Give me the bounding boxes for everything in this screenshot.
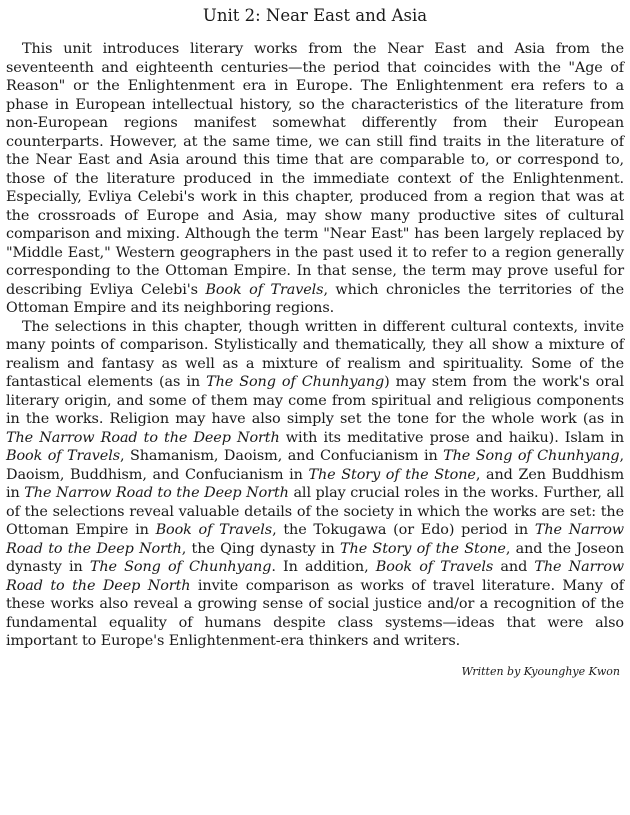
italic-title: The Narrow Road to the Deep North [6, 429, 280, 446]
paragraph-text: all play crucial roles in the works. Further, all of the selections reveal valuable details of the society in which the works are set: the Ottoman Empire in [6, 485, 624, 538]
paragraph-text: , Daoism, Buddhism, and Confucianism in [6, 448, 624, 483]
paragraph [6, 318, 624, 651]
paragraph-text: , the Tokugawa (or Edo) period in [272, 522, 535, 538]
italic-title: The Narrow Road to the Deep North [6, 522, 625, 557]
paragraph-text: with its meditative prose and haiku). Islam in [279, 429, 624, 446]
paragraph-text: , and the Joseon dynasty in [6, 540, 624, 575]
paragraph-text: , and Zen Buddhism in [6, 466, 624, 501]
italic-title: The Story of the Stone [340, 540, 506, 557]
paragraph-text: , Shamanism, Daoism, and Confucianism in [120, 448, 444, 464]
italic-title: The Song of Chunhyang [89, 559, 272, 575]
paragraph-text: The selections in this chapter, though written in different cultural contexts, invite many points of comparison. Stylistically and thematically, they all show a mixture of realism and fantasy as well as a mixture of realism and spirituality. Some of the fantastical elements (as in [6, 318, 624, 390]
paragraph-text: , the Qing dynasty in [181, 540, 341, 557]
italic-title: Book of Travels [375, 559, 494, 575]
italic-title: The Narrow Road to the Deep North [6, 559, 624, 594]
body-text [6, 40, 624, 651]
italic-title: The Story of the Stone [308, 466, 476, 483]
paragraph [6, 40, 624, 318]
italic-title: Book of Travels [155, 522, 273, 538]
italic-title: Book of Travels [205, 281, 324, 298]
page-title: Unit 2: Near East and Asia [202, 6, 428, 25]
italic-title: Book of Travels [6, 448, 121, 464]
author-credit: Written by Kyounghye Kwon [461, 664, 620, 678]
paragraph-text: . In addition, [271, 559, 376, 575]
italic-title: The Narrow Road to the Deep North [24, 485, 289, 501]
paragraph-text: invite comparison as works of travel literature. Many of these works also reveal a growing sense of social justice and/or a recognition of the fundamental equality of humans despite class systems—ideas that were also important to Europe's Enlightenment-era thinkers and writers. [6, 577, 624, 649]
paragraph-text: ) may stem from the work's oral literary origin, and some of them may come from spiritual and religious components in the works. Religion may have also simply set the tone for the whole work (as in [6, 374, 624, 427]
italic-title: The Song of Chunhyang [443, 448, 620, 464]
paragraph-text: and [493, 559, 535, 575]
paragraph-text: This unit introduces literary works from the Near East and Asia from the seventeenth and eighteenth centuries—the period that coincides with the "Age of Reason" or the Enlightenment era in Europe. The Enlightenment era refers to a phase in European intellectual history, so the characteristics of the literature from non-European regions manifest somewhat differently from their European counterparts. However, at the same time, we can still find traits in the literature of the Near East and Asia around this time that are comparable to, or correspond to, those of the literature produced in the immediate context of the Enlightenment. Especially, Evliya Celebi's work in this chapter, produced from a region that was at the crossroads of Europe and Asia, may show many productive sites of cultural comparison and mixing. Although the term "Near East" has been largely replaced by "Middle East," Western geographers in the past used it to refer to a region generally corresponding to the Ottoman Empire. In that sense, the term may prove useful for describing Evliya Celebi's [6, 41, 624, 298]
paragraph-text: , which chronicles the territories of the Ottoman Empire and its neighboring regions. [6, 281, 625, 316]
italic-title: The Song of Chunhyang [206, 374, 385, 390]
